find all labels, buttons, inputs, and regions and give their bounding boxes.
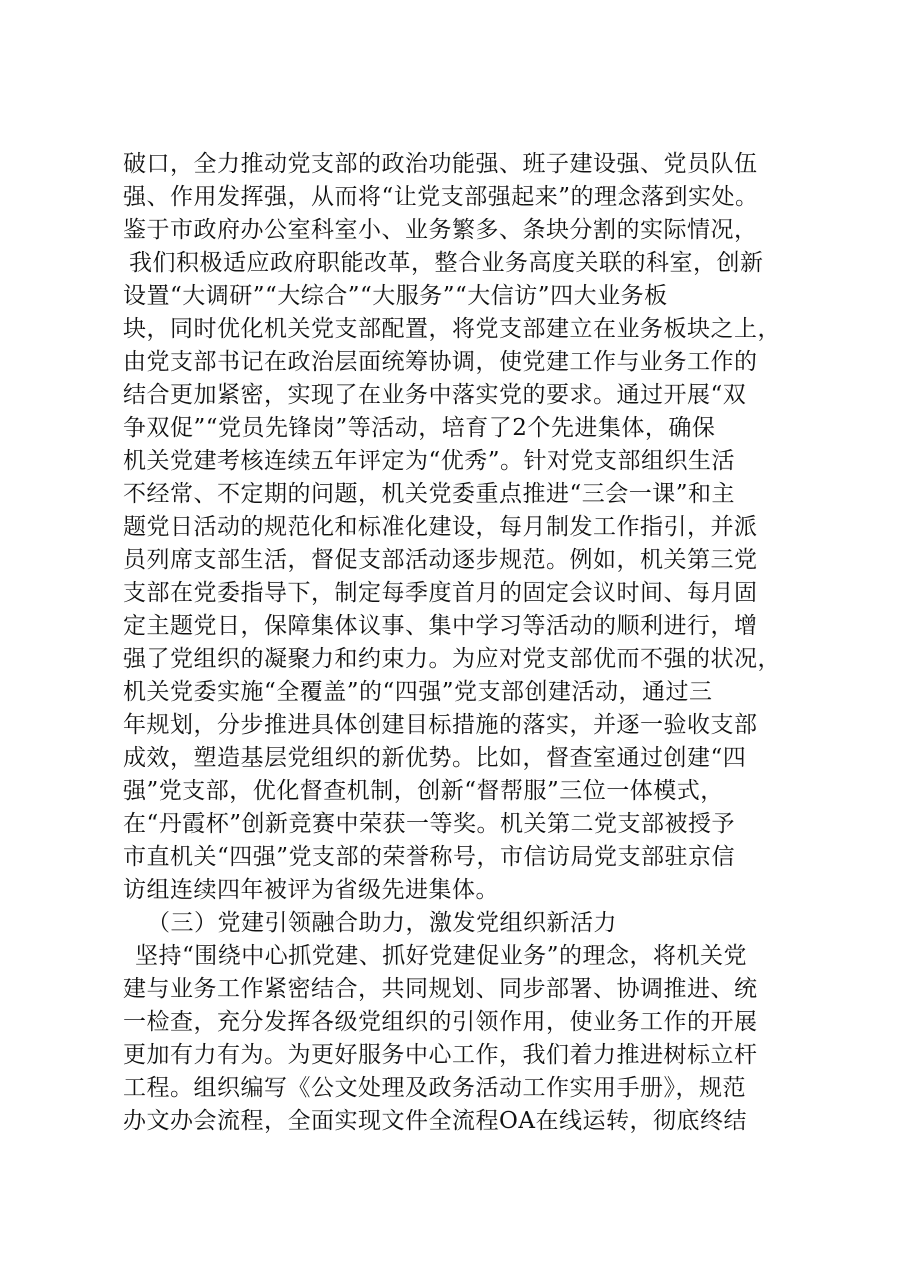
- paragraph-line: 定主题党日，保障集体议事、集中学习等活动的顺利进行，增: [123, 613, 758, 639]
- paragraph-line: 一检查，充分发挥各级党组织的引领作用，使业务工作的开展: [123, 1009, 758, 1035]
- paragraph-line: 强”党支部，优化督查机制，创新“督帮服”三位一体模式，: [123, 778, 724, 804]
- paragraph-line: 市直机关“四强”党支部的荣誉称号，市信访局党支部驻京信: [123, 844, 736, 870]
- paragraph-line: 鉴于市政府办公室科室小、业务繁多、条块分割的实际情况，: [123, 217, 758, 243]
- paragraph-line: 在“丹霞杯”创新竞赛中荣获一等奖。机关第二党支部被授予: [123, 811, 736, 837]
- paragraph-line: 块，同时优化机关党支部配置，将党支部建立在业务板块之上，: [123, 316, 781, 342]
- paragraph-line: 题党日活动的规范化和标准化建设，每月制发工作指引，并派: [123, 514, 758, 540]
- paragraph-line: 工程。组织编写《公文处理及政务活动工作实用手册》，规范: [123, 1075, 746, 1101]
- paragraph-line: 员列席支部生活，督促支部活动逐步规范。例如，机关第三党: [123, 547, 758, 573]
- paragraph-line: 建与业务工作紧密结合，共同规划、同步部署、协调推进、统: [123, 976, 758, 1002]
- paragraph-line: 争双促”“党员先锋岗”等活动，培育了2个先进集体，确保: [123, 415, 716, 441]
- paragraph-line: 办文办会流程，全面实现文件全流程OA在线运转，彻底终结: [123, 1108, 747, 1134]
- paragraph-line: 我们积极适应政府职能改革，整合业务高度关联的科室，创新: [129, 250, 764, 276]
- paragraph-line: 结合更加紧密，实现了在业务中落实党的要求。通过开展“双: [123, 382, 747, 408]
- paragraph-line: 更加有力有为。为更好服务中心工作，我们着力推进树标立杆: [123, 1042, 758, 1068]
- paragraph-line: 设置“大调研”“大综合”“大服务”“大信访”四大业务板: [123, 283, 668, 309]
- paragraph-line: 不经常、不定期的问题，机关党委重点推进“三会一课”和主: [123, 481, 736, 507]
- paragraph-line: 支部在党委指导下，制定每季度首月的固定会议时间、每月固: [123, 580, 758, 606]
- paragraph-line: 机关党委实施“全覆盖”的“四强”党支部创建活动，通过三: [123, 679, 713, 705]
- section-heading: （三）党建引领融合助力，激发党组织新活力: [147, 910, 617, 936]
- document-body: [123, 148, 803, 1138]
- paragraph-line: 坚持“围绕中心抓党建、抓好党建促业务”的理念，将机关党: [135, 943, 748, 969]
- paragraph-line: 破口，全力推动党支部的政治功能强、班子建设强、党员队伍: [123, 151, 758, 177]
- paragraph-line: 强、作用发挥强，从而将“让党支部强起来”的理念落到实处。: [123, 184, 759, 210]
- paragraph-line: 由党支部书记在政治层面统筹协调，使党建工作与业务工作的: [123, 349, 758, 375]
- paragraph-line: 年规划，分步推进具体创建目标措施的落实，并逐一验收支部: [123, 712, 758, 738]
- paragraph-line: 机关党建考核连续五年评定为“优秀”。针对党支部组织生活: [123, 448, 736, 474]
- paragraph-line: 成效，塑造基层党组织的新优势。比如，督查室通过创建“四: [123, 745, 747, 771]
- paragraph-line: 强了党组织的凝聚力和约束力。为应对党支部优而不强的状况，: [123, 646, 781, 672]
- paragraph-line: 访组连续四年被评为省级先进集体。: [123, 877, 499, 903]
